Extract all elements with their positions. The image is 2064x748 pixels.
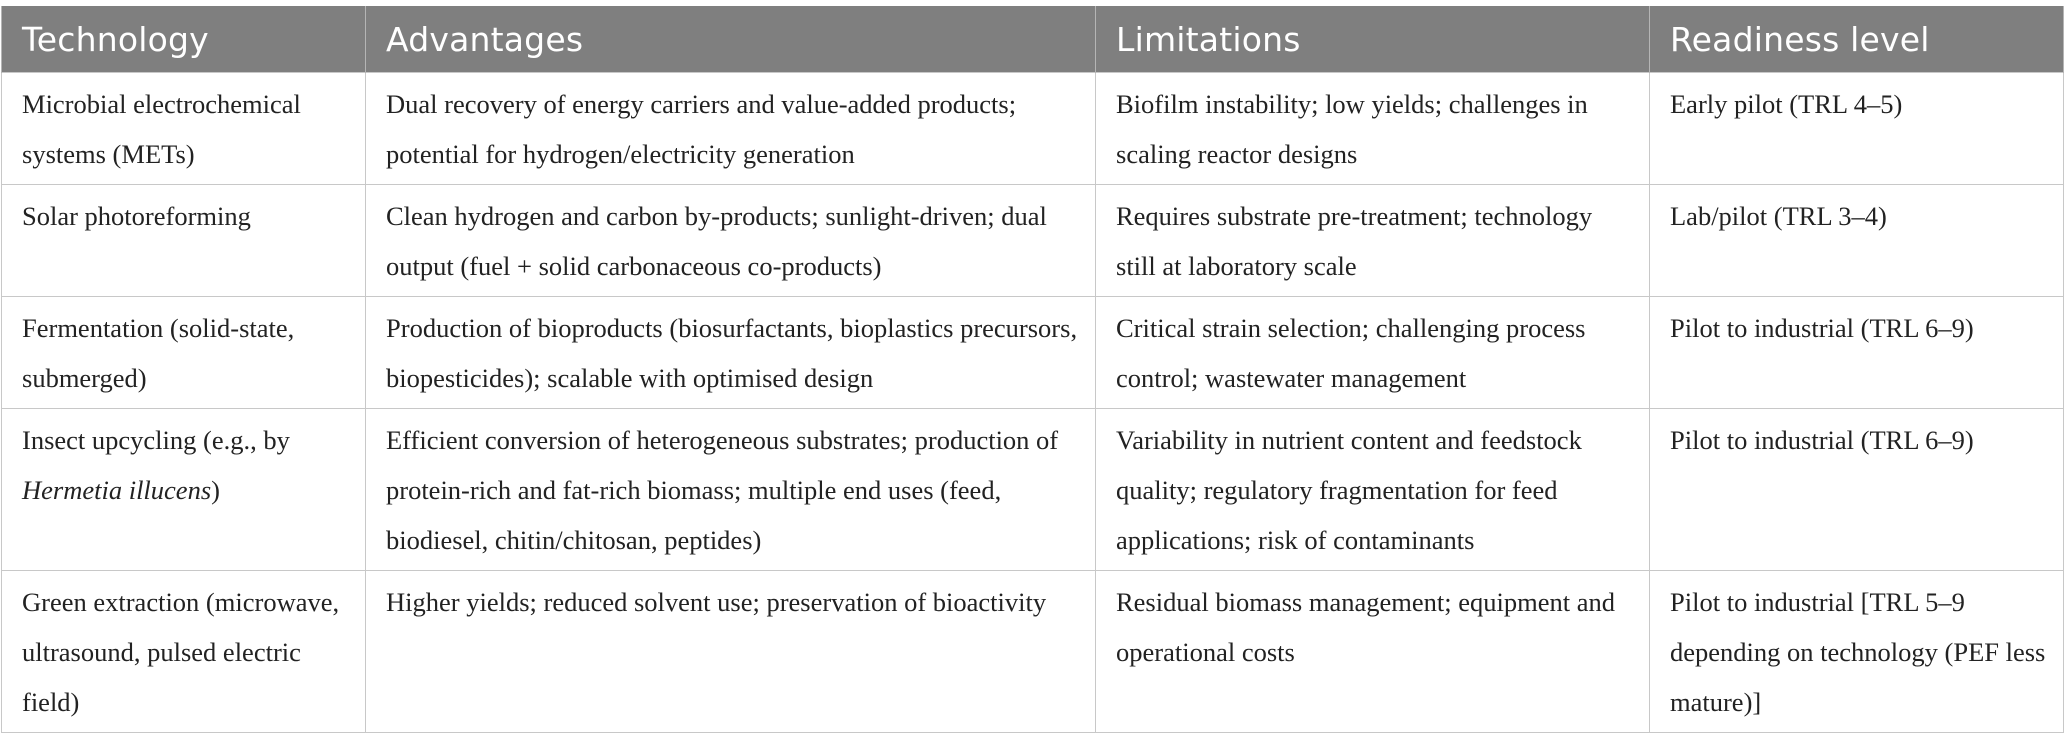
cell-readiness: Pilot to industrial [TRL 5–9 depending on technology (PEF less mature)] xyxy=(1650,571,2064,733)
cell-advantages: Higher yields; reduced solvent use; preservation of bioactivity xyxy=(366,571,1096,733)
cell-readiness: Pilot to industrial (TRL 6–9) xyxy=(1650,297,2064,409)
cell-technology: Microbial electrochemical systems (METs) xyxy=(2,73,366,185)
technology-comparison-table xyxy=(1,6,2064,733)
cell-advantages: Production of bioproducts (biosurfactants, bioplastics precursors, biopesticides); scalable with optimised design xyxy=(366,297,1096,409)
header-technology: Technology xyxy=(2,6,366,73)
cell-technology xyxy=(2,409,366,571)
table-row xyxy=(2,409,2064,571)
cell-advantages: Clean hydrogen and carbon by-products; sunlight-driven; dual output (fuel + solid carbonaceous co-products) xyxy=(366,185,1096,297)
header-readiness-level: Readiness level xyxy=(1650,6,2064,73)
cell-advantages: Efficient conversion of heterogeneous substrates; production of protein-rich and fat-rich biomass; multiple end uses (feed, biodiesel, chitin/chitosan, peptides) xyxy=(366,409,1096,571)
cell-readiness: Early pilot (TRL 4–5) xyxy=(1650,73,2064,185)
cell-technology: Fermentation (solid-state, submerged) xyxy=(2,297,366,409)
cell-readiness: Pilot to industrial (TRL 6–9) xyxy=(1650,409,2064,571)
cell-technology: Solar photoreforming xyxy=(2,185,366,297)
header-limitations: Limitations xyxy=(1096,6,1650,73)
table-row xyxy=(2,297,2064,409)
cell-advantages: Dual recovery of energy carriers and value-added products; potential for hydrogen/electricity generation xyxy=(366,73,1096,185)
table-row xyxy=(2,73,2064,185)
cell-limitations: Biofilm instability; low yields; challenges in scaling reactor designs xyxy=(1096,73,1650,185)
technology-text-suffix: ) xyxy=(211,475,220,505)
header-advantages: Advantages xyxy=(366,6,1096,73)
technology-comparison-table-container xyxy=(0,6,2064,733)
cell-limitations: Critical strain selection; challenging process control; wastewater management xyxy=(1096,297,1650,409)
cell-limitations: Residual biomass management; equipment and operational costs xyxy=(1096,571,1650,733)
cell-readiness: Lab/pilot (TRL 3–4) xyxy=(1650,185,2064,297)
table-row xyxy=(2,571,2064,733)
table-header-row xyxy=(2,6,2064,73)
species-name-italic: Hermetia illucens xyxy=(22,475,212,505)
cell-technology: Green extraction (microwave, ultrasound, pulsed electric field) xyxy=(2,571,366,733)
cell-limitations: Variability in nutrient content and feedstock quality; regulatory fragmentation for feed applications; risk of contaminants xyxy=(1096,409,1650,571)
technology-text: Insect upcycling (e.g., by xyxy=(22,425,290,455)
table-row xyxy=(2,185,2064,297)
cell-limitations: Requires substrate pre-treatment; technology still at laboratory scale xyxy=(1096,185,1650,297)
